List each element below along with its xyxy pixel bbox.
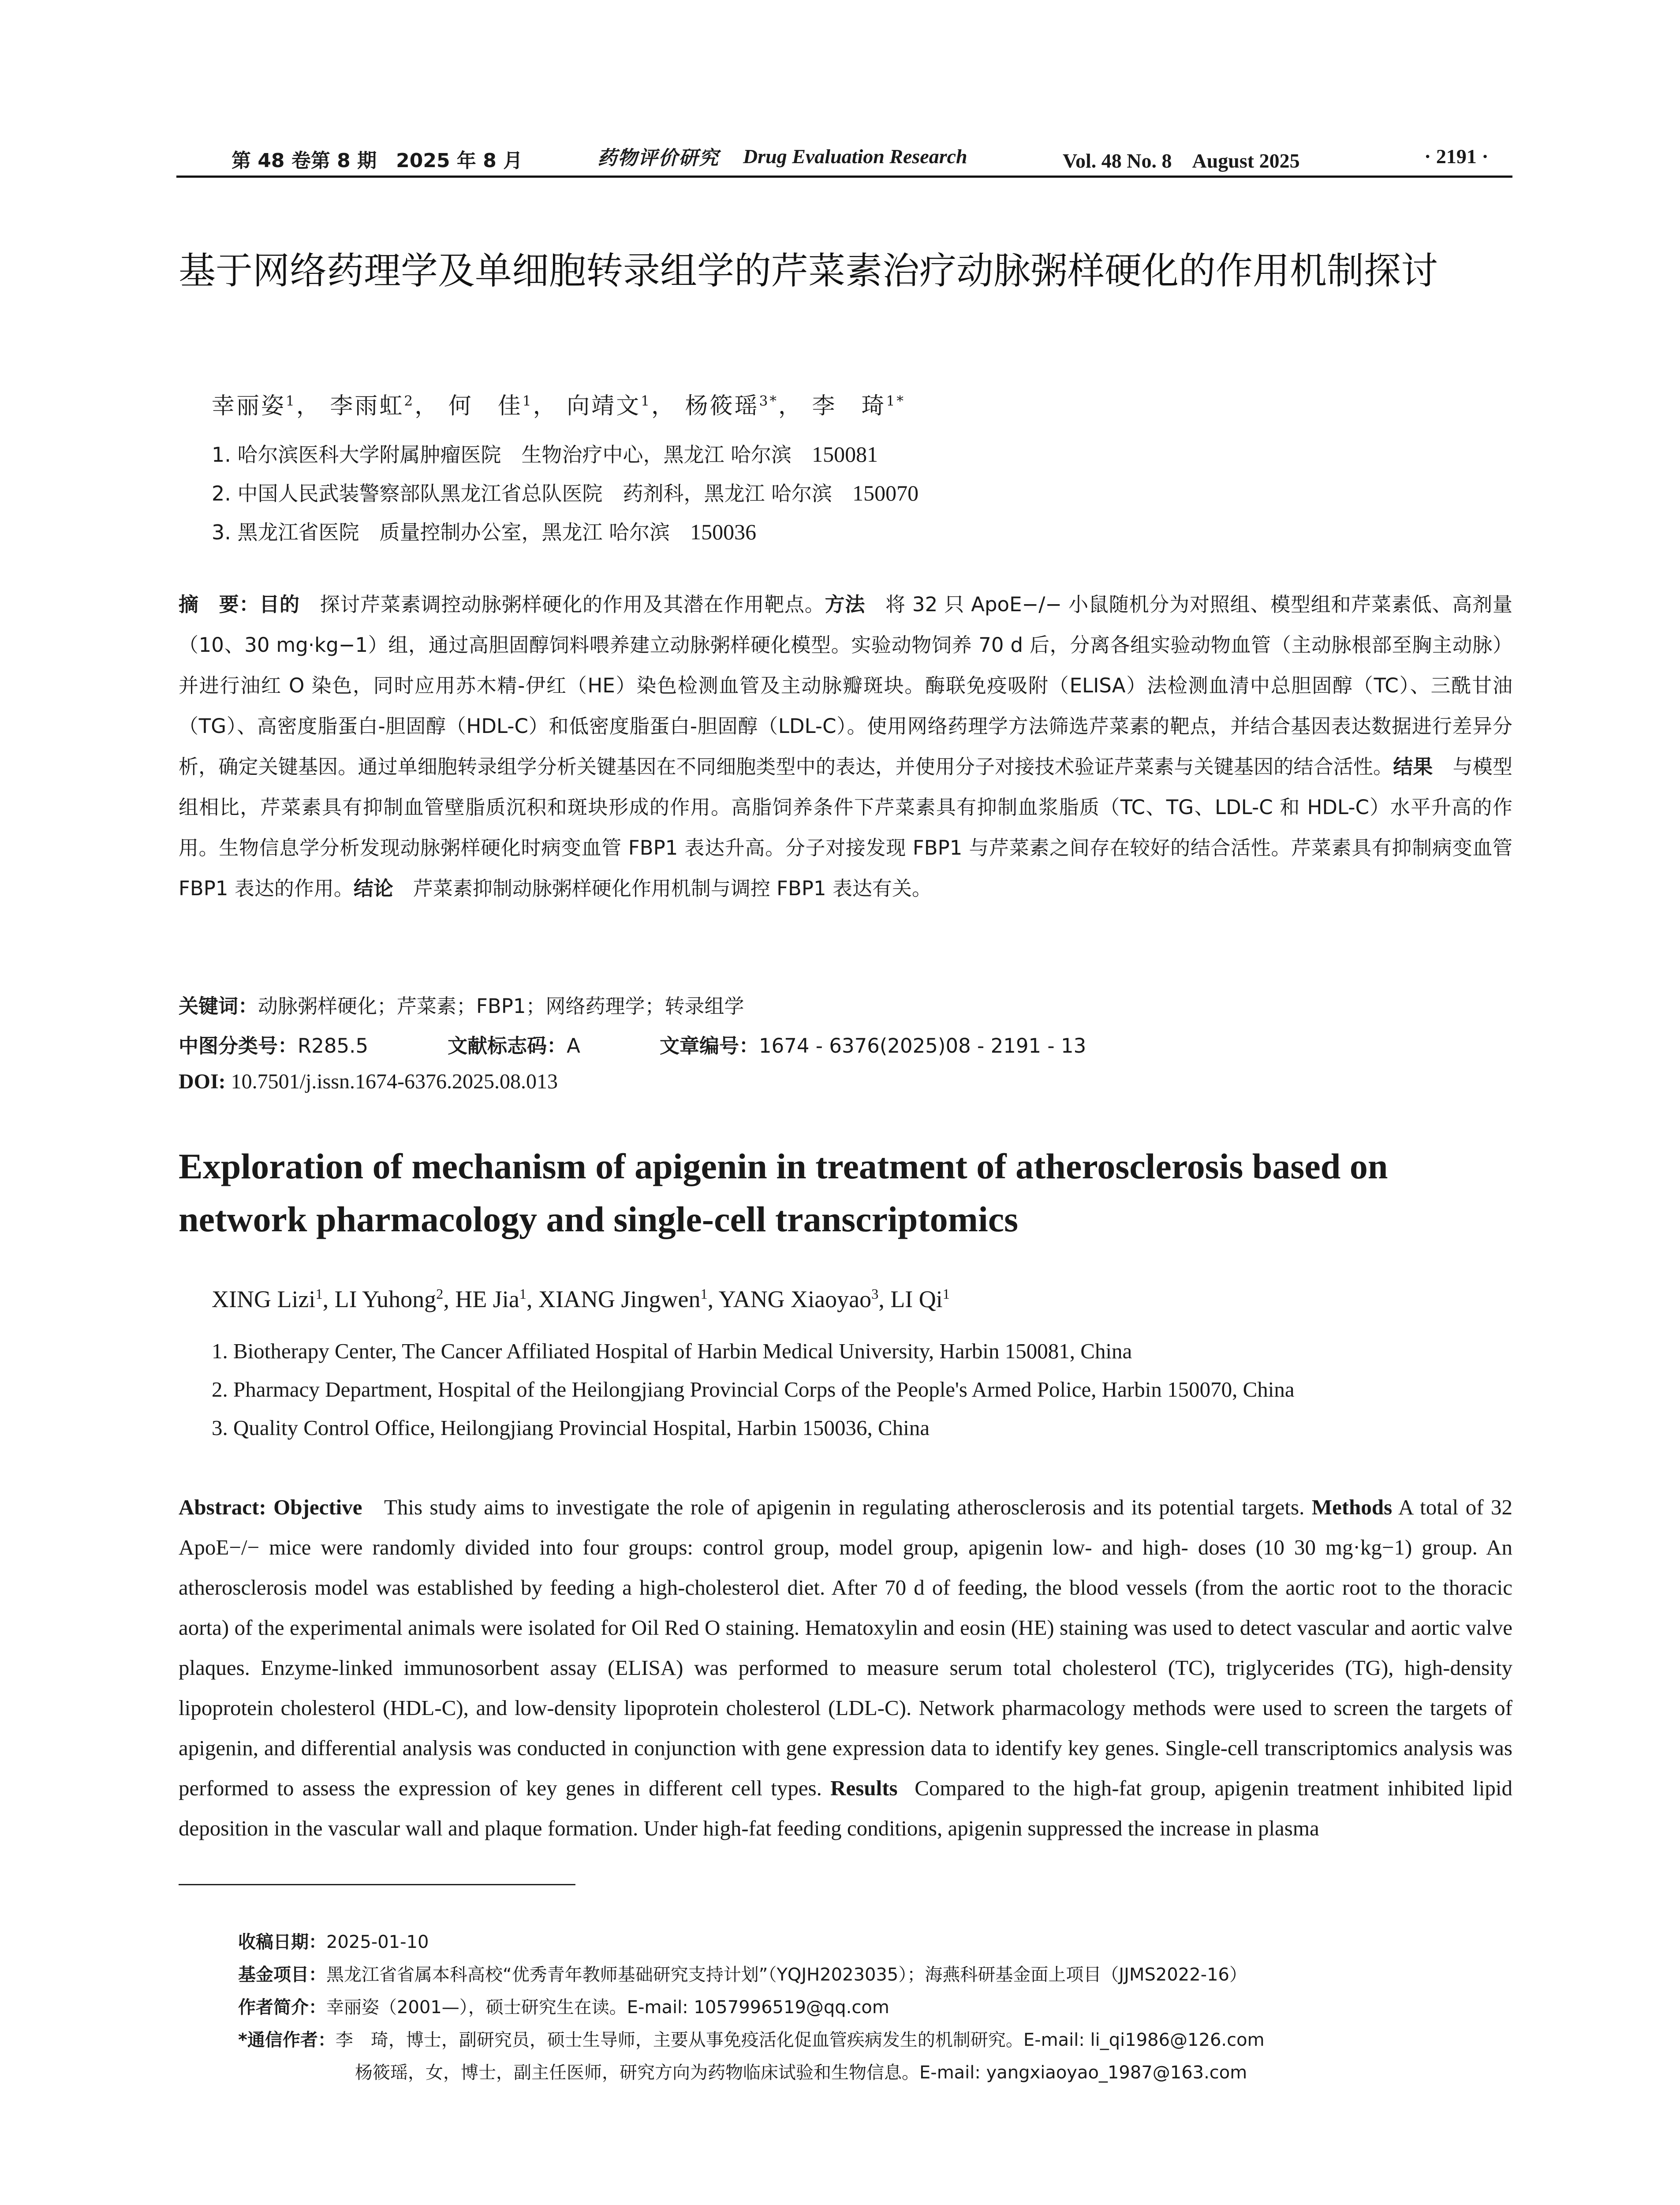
authors-cn: 幸丽姿$^1$， 李雨虹$^2$， 何 佳$^1$， 向靖文$^1$， 杨筱瑶$^{3*}$， 李 琦$^{1*}$ (212, 393, 905, 419)
abstract-cn (179, 584, 1512, 909)
results-en-label: Results (830, 1776, 898, 1800)
affiliation-en-1: 1. Biotherapy Center, The Cancer Affiliated Hospital of Harbin Medical University, Harbin 150081, China (212, 1339, 1132, 1363)
results-text: 与模型组相比，芹菜素具有抑制血管壁脂质沉积和斑块形成的作用。高脂饲养条件下芹菜素具有抑制血浆脂质（TC、TG、LDL-C 和 HDL-C）水平升高的作用。生物信息学分析发现动脉粥样硬化时病变血管 FBP1 表达升高。分子对接发现 FBP1 与芹菜素之间存在较好的结合活性。芹菜素具有抑制病变血管 FBP1 表达的作用。 (179, 755, 1512, 900)
affiliation-en-2: 2. Pharmacy Department, Hospital of the Heilongjiang Provincial Corps of the People's Armed Police, Harbin 150070, China (212, 1377, 1295, 1401)
author: 李 琦 (812, 393, 886, 419)
classification-line: 中图分类号：R285.5 文献标志码：A 文章编号：1674 - 6376(2025)08 - 2191 - 13 (179, 1034, 1086, 1058)
article-number: 1674 - 6376(2025)08 - 2191 - 13 (758, 1034, 1086, 1058)
journal-name-en: Drug Evaluation Research (743, 145, 967, 168)
footnote-fund: 基金项目：黑龙江省省属本科高校“优秀青年教师基础研究支持计划”（YQJH2023035）；海燕科研基金面上项目（JJMS2022-16） (238, 1965, 1247, 1985)
issue-info-cn: 第 48 卷第 8 期 2025 年 8 月 (231, 149, 523, 172)
affiliation-en-3: 3. Quality Control Office, Heilongjiang Provincial Hospital, Harbin 150036, China (212, 1416, 930, 1440)
clc-code: R285.5 (298, 1034, 369, 1058)
author-affil-mark: 1 (522, 393, 533, 409)
methods-text: 将 32 只 ApoE−/− 小鼠随机分为对照组、模型组和芹菜素低、高剂量（10、30 mg·kg−1）组，通过高胆固醇饲料喂养建立动脉粥样硬化模型。实验动物饲养 70 d 后，分离各组实验动物血管（主动脉根部至胸主动脉）并进行油红 O 染色，同时应用苏木精-伊红（HE）染色检测血管及主动脉瓣斑块。酶联免疫吸附（ELISA）法检测血清中总胆固醇（TC）、三酰甘油（TG）、高密度脂蛋白-胆固醇（HDL-C）和低密度脂蛋白-胆固醇（LDL-C）。使用网络药理学方法筛选芹菜素的靶点，并结合基因表达数据进行差异分析，确定关键基因。通过单细胞转录组学分析关键基因在不同细胞类型中的表达，并使用分子对接技术验证芹菜素与关键基因的结合活性。 (179, 593, 1512, 778)
footnote-author: 作者简介：幸丽姿（2001—），硕士研究生在读。E-mail: 1057996519@qq.com (238, 1997, 889, 2018)
methods-label: 方法 (825, 593, 866, 616)
author-affil-mark: 1* (886, 393, 905, 409)
volume-info-en: Vol. 48 No. 8 August 2025 (1063, 149, 1300, 172)
affiliation-cn-1: 1. 哈尔滨医科大学附属肿瘤医院 生物治疗中心，黑龙江 哈尔滨 150081 (212, 442, 878, 467)
doi-value: 10.7501/j.issn.1674-6376.2025.08.013 (231, 1070, 558, 1093)
objective-label: 目的 (259, 593, 300, 616)
conclusion-label: 结论 (353, 877, 393, 900)
author-affil-mark: 1 (641, 393, 652, 409)
abstract-label: 摘 要： (179, 593, 260, 616)
affiliation-cn-2: 2. 中国人民武装警察部队黑龙江省总队医院 药剂科，黑龙江 哈尔滨 150070 (212, 481, 919, 505)
footnote-corresponding-2: 杨筱瑶，女，博士，副主任医师，研究方向为药物临床试验和生物信息。E-mail: yangxiaoyao_1987@163.com (355, 2063, 1247, 2083)
results-en-text: Compared to the high-fat group, apigenin treatment inhibited lipid deposition in the vascular wall and plaque formation. Under high-fat feeding conditions, apigenin suppressed the increase in plasma (179, 1776, 1512, 1840)
author: 幸丽姿 (212, 393, 286, 419)
affiliation-cn-3: 3. 黑龙江省医院 质量控制办公室，黑龙江 哈尔滨 150036 (212, 519, 757, 544)
author: 何 佳 (448, 393, 523, 419)
author-affil-mark: 3* (759, 393, 779, 409)
objective-en-text: This study aims to investigate the role of apigenin in regulating atherosclerosis and its potential targets. (384, 1495, 1305, 1519)
methods-en-text: A total of 32 ApoE−/− mice were randomly divided into four groups: control group, model group, apigenin low- and high- doses (10 30 mg·kg−1) group. An atherosclerosis model was established by feeding a high-cholesterol diet. After 70 d of feeding, the blood vessels (from the aortic root to the thoracic aorta) of the experimental animals were isolated for Oil Red O staining. Hematoxylin and eosin (HE) staining was used to detect vascular and aortic valve plaques. Enzyme-linked immunosorbent assay (ELISA) was performed to measure serum total cholesterol (TC), triglycerides (TG), high-density lipoprotein cholesterol (HDL-C), and low-density lipoprotein cholesterol (LDL-C). Network pharmacology methods were used to screen the targets of apigenin, and differential analysis was conducted in conjunction with gene expression data to identify key genes. Single-cell transcriptomics analysis was performed to assess the expression of key genes in different cell types. (179, 1495, 1513, 1800)
author: 杨筱瑶 (685, 393, 759, 419)
footnote-received: 收稿日期：2025-01-10 (238, 1932, 429, 1952)
abstract-en-label: Abstract: Objective (179, 1495, 362, 1519)
author: 向靖文 (567, 393, 641, 419)
doi-line: DOI: 10.7501/j.issn.1674-6376.2025.08.013 (179, 1070, 558, 1093)
objective-text: 探讨芹菜素调控动脉粥样硬化的作用及其潜在作用靶点。 (320, 593, 825, 616)
author: 李雨虹 (330, 393, 404, 419)
keywords-cn: 关键词：动脉粥样硬化；芹菜素；FBP1；网络药理学；转录组学 (179, 994, 744, 1018)
results-label: 结果 (1393, 755, 1433, 778)
abstract-en (179, 1487, 1512, 1848)
conclusion-text: 芹菜素抑制动脉粥样硬化作用机制与调控 FBP1 表达有关。 (413, 877, 932, 900)
doc-code: A (567, 1034, 580, 1058)
author-affil-mark: 2 (404, 393, 415, 409)
running-header (176, 140, 1512, 180)
page-number: · 2191 · (1424, 145, 1489, 168)
header-rule (176, 176, 1512, 178)
title-cn: 基于网络药理学及单细胞转录组学的芹菜素治疗动脉粥样硬化的作用机制探讨 (179, 249, 1438, 292)
footnote-rule (179, 1884, 575, 1885)
footnote-corresponding: *通信作者：李 琦，博士，副研究员，硕士生导师，主要从事免疫活化促血管疾病发生的机制研究。E-mail: li_qi1986@126.com (238, 2030, 1265, 2050)
title-en: Exploration of mechanism of apigenin in treatment of atherosclerosis based on network pharmacology and single-cell transcriptomics (179, 1146, 1388, 1239)
author-affil-mark: 1 (286, 393, 296, 409)
methods-en-label: Methods (1311, 1495, 1393, 1519)
journal-logo-cn: 药物评价研究 (597, 147, 719, 169)
authors-en: XING Lizi$^1$, LI Yuhong$^2$, HE Jia$^1$, XIANG Jingwen$^1$, YANG Xiaoyao$^3$, LI Qi$^1$ (212, 1286, 950, 1312)
